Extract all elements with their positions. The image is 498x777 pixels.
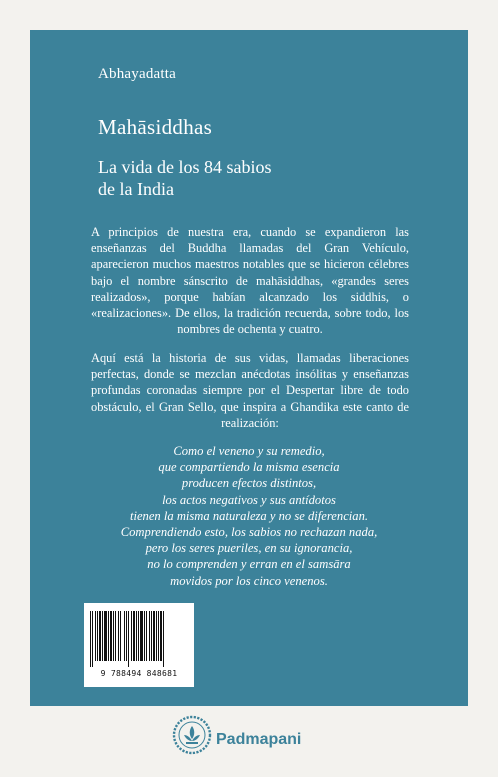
barcode-bar	[128, 611, 129, 667]
barcode-bar	[110, 611, 112, 661]
barcode-bar	[108, 611, 109, 661]
barcode-bar	[144, 611, 145, 661]
book-subtitle	[98, 156, 358, 200]
barcode-bar	[97, 611, 98, 661]
subtitle-line: de la India	[98, 179, 174, 199]
verse-line: movidos por los cinco venenos.	[170, 573, 328, 588]
barcode-bar	[149, 611, 150, 661]
lotus-icon	[172, 715, 212, 755]
verse-line: que compartiendo la misma esencia	[158, 460, 340, 475]
isbn-number: 9 788494 848681	[100, 669, 178, 678]
book-title: Mahāsiddhas	[98, 115, 213, 139]
author-name: Abhayadatta	[98, 66, 176, 82]
verse-line: no lo comprenden y erran en el samsāra	[147, 557, 351, 572]
barcode-bar	[160, 611, 162, 661]
verse	[74, 443, 424, 589]
blurb-paragraph-1: A principios de nuestra era, cuando se expandieron las enseñanzas del Buddha llamadas del Gran Vehículo, aparecieron muchos maestros notables que se hicieron célebres bajo el nombre sánscrito de mahāsiddhas, «grandes seres realizados», porque habían alcanzado los siddhis, o «realizaciones». De ellos, la tradición recuerda, sobre todo, los nombres de ochenta y cuatro.	[91, 225, 409, 337]
barcode-bar	[90, 611, 91, 667]
barcode-bar	[140, 611, 143, 661]
barcode-bar	[124, 611, 125, 661]
barcode-bar	[158, 611, 159, 661]
barcode-bar	[118, 611, 119, 661]
subtitle-line: La vida de los 84 sabios	[98, 157, 272, 177]
barcode-bar	[151, 611, 152, 661]
barcode-bar	[115, 611, 116, 661]
barcode-bar	[104, 611, 107, 661]
barcode-bar	[131, 611, 132, 661]
barcode-bar	[133, 611, 135, 661]
verse-line: Como el veneno y su remedio,	[173, 444, 325, 458]
verse-line: tienen la misma naturaleza y no se diferencian.	[129, 508, 369, 523]
verse-line: producen efectos distintos,	[181, 476, 317, 491]
barcode-bar	[120, 611, 121, 661]
barcode-bar	[113, 611, 114, 661]
barcode-bar	[99, 611, 101, 661]
back-cover	[30, 30, 468, 706]
publisher-name: Padmapani	[216, 731, 302, 748]
barcode-bar	[138, 611, 139, 661]
barcode	[84, 603, 194, 687]
barcode-bar	[163, 611, 164, 667]
barcode-bar	[136, 611, 137, 661]
barcode-bar	[153, 611, 155, 661]
verse-line: pero los seres pueriles, en su ignorancia,	[145, 541, 353, 556]
verse-line: los actos negativos y sus antídotos	[162, 492, 336, 507]
barcode-bar	[95, 611, 96, 661]
publisher-logo	[0, 713, 498, 777]
barcode-bar	[156, 611, 157, 661]
barcode-bar	[92, 611, 93, 667]
barcode-bar	[146, 611, 147, 661]
blurb-paragraph-2: Aquí está la historia de sus vidas, llamadas liberaciones perfectas, donde se mezclan anécdotas insólitas y enseñanzas profundas coronadas siempre por el Despertar libre de todo obstáculo, el Gran Sello, que inspira a Ghandika este canto de realización:	[91, 351, 409, 430]
barcode-bars	[90, 611, 188, 667]
barcode-bar	[126, 611, 127, 661]
barcode-bar	[102, 611, 103, 661]
verse-line: Comprendiendo esto, los sabios no rechazan nada,	[120, 525, 378, 540]
